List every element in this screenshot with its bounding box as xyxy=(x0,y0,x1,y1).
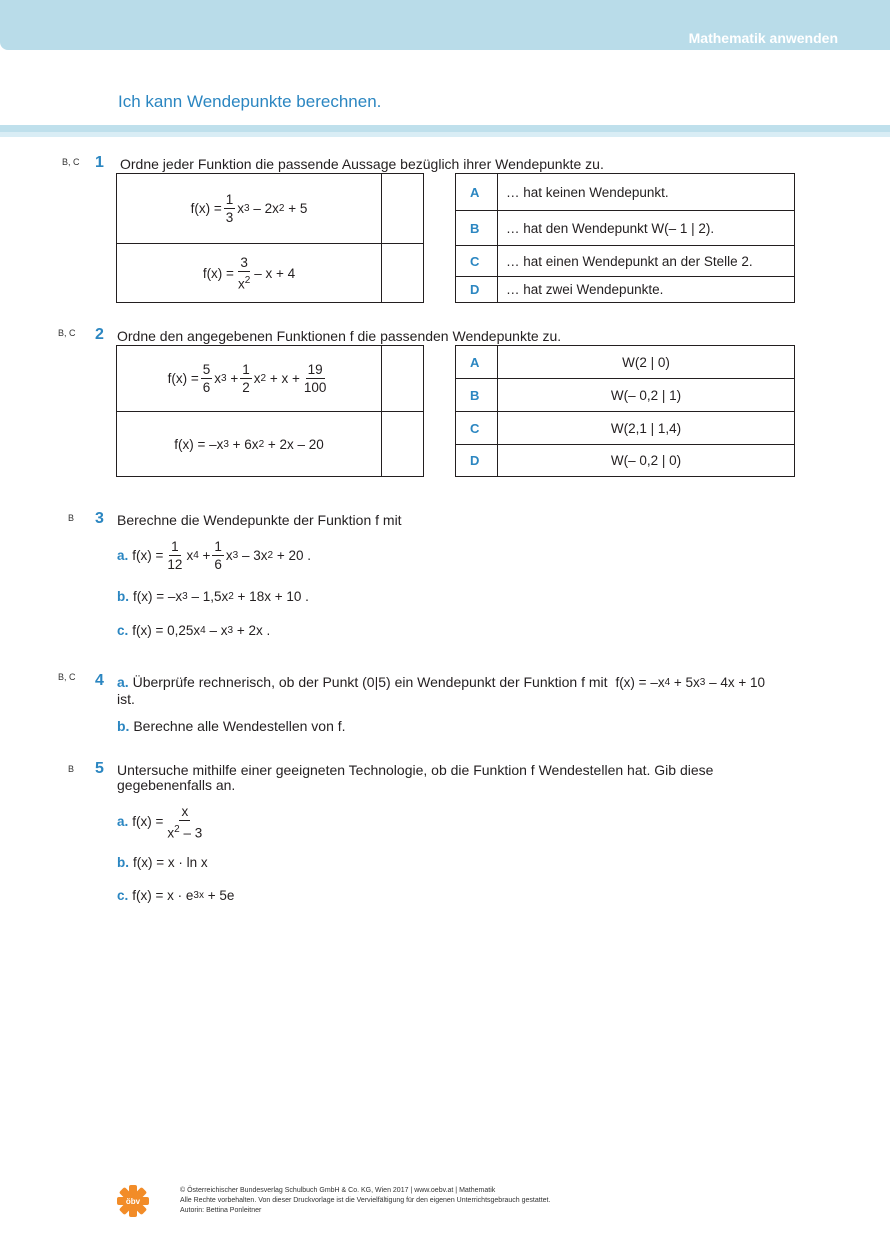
ex4-a-label: a. xyxy=(117,674,129,690)
footer-author: Autorin: Bettina Ponleitner xyxy=(180,1207,262,1214)
footer-copyright: © Österreichischer Bundesverlag Schulbuch GmbH & Co. KG, Wien 2017 | www.oebv.at | Mathematik xyxy=(180,1187,496,1194)
ex1-number: 1 xyxy=(95,154,104,171)
ex2-number: 2 xyxy=(95,326,104,343)
ex5-prompt-line2: gegebenenfalls an. xyxy=(117,777,236,793)
ex2-function-table xyxy=(116,345,424,477)
footer xyxy=(180,1186,550,1216)
ex1-function-1: f(x) = 1 3 x 3 – 2x 2 + 5 xyxy=(117,174,382,244)
ex3-level: B xyxy=(68,513,75,523)
ex2-prompt: Ordne den angegebenen Funktionen f die passenden Wendepunkte zu. xyxy=(117,328,562,344)
divider-band xyxy=(0,125,890,132)
ex1-level: B, C xyxy=(62,157,80,167)
ex2-option-letter: A xyxy=(456,346,498,379)
ex1-options-table xyxy=(455,173,795,303)
ex4-number: 4 xyxy=(95,672,104,689)
ex1-option-text: … hat zwei Wendepunkte. xyxy=(498,277,795,303)
ex2-option-text: W(– 0,2 | 0) xyxy=(498,445,795,477)
ex3-number: 3 xyxy=(95,510,104,527)
ex4-a-end: ist. xyxy=(117,691,135,707)
ex2-option-letter: C xyxy=(456,412,498,445)
ex3-item-a: a. f(x) = 1 12 x 4 + 1 6 x 3 – 3x 2 + 20 . xyxy=(117,539,311,572)
ex2-options-table xyxy=(455,345,795,477)
ex2-answer-box-1[interactable] xyxy=(382,346,424,412)
ex1-function-2: f(x) = 3 $x^2$ – x + 4 xyxy=(117,244,382,303)
ex4-b-text: Berechne alle Wendestellen von f. xyxy=(133,718,346,734)
ex3-item-c: c. f(x) = 0,25x 4 – x 3 + 2x . xyxy=(117,623,271,638)
ex1-prompt: Ordne jeder Funktion die passende Aussage bezüglich ihrer Wendepunkte zu. xyxy=(120,156,604,172)
ex5-level: B xyxy=(68,764,75,774)
ex4-item-a: a. Überprüfe rechnerisch, ob der Punkt (0|5) ein Wendepunkt der Funktion f mit f(x) = –x 4 + 5x 3 – 4x + 10 xyxy=(117,674,766,690)
ex3-item-b: b. f(x) = –x 3 – 1,5x 2 + 18x + 10 . xyxy=(117,589,309,604)
ex2-function-2: f(x) = –x 3 + 6x 2 + 2x – 20 xyxy=(117,412,382,477)
ex2-option-letter: B xyxy=(456,379,498,412)
ex2-option-letter: D xyxy=(456,445,498,477)
ex2-option-text: W(2 | 0) xyxy=(498,346,795,379)
ex1-answer-box-2[interactable] xyxy=(382,244,424,303)
ex2-level: B, C xyxy=(58,328,76,338)
ex5-a-label: a. xyxy=(117,814,129,830)
ex5-item-b: b. f(x) = x · ln x xyxy=(117,855,208,870)
ex5-number: 5 xyxy=(95,760,104,777)
section-title: Mathematik anwenden xyxy=(688,30,838,46)
ex1-option-text: … hat keinen Wendepunkt. xyxy=(498,174,795,211)
ex1-option-letter: B xyxy=(456,211,498,246)
ex1-answer-box-1[interactable] xyxy=(382,174,424,244)
footer-rights: Alle Rechte vorbehalten. Von dieser Druckvorlage ist die Vervielfältigung für den eigenen Unterrichtsgebrauch gestattet. xyxy=(180,1197,551,1204)
ex4-a-text: Überprüfe rechnerisch, ob der Punkt (0|5) ein Wendepunkt der Funktion f mit xyxy=(132,674,608,690)
ex1-option-text: … hat einen Wendepunkt an der Stelle 2. xyxy=(498,246,795,277)
ex5-item-a: a. f(x) = x $x^2 - 3$ xyxy=(117,804,203,841)
ex5-c-label: c. xyxy=(117,888,129,903)
ex1-option-letter: A xyxy=(456,174,498,211)
ex1-option-letter: D xyxy=(456,277,498,303)
ex2-answer-box-2[interactable] xyxy=(382,412,424,477)
logo-text: öbv xyxy=(125,1197,141,1206)
ex4-level: B, C xyxy=(58,672,76,682)
ex2-function-1: f(x) = 5 6 x 3 + 1 2 x 2 + x + 19 100 xyxy=(117,346,382,412)
ex5-item-c: c. f(x) = x · e 3x + 5e xyxy=(117,888,235,903)
ex5-b-label: b. xyxy=(117,855,129,870)
ex3-b-label: b. xyxy=(117,589,129,604)
ex2-option-text: W(2,1 | 1,4) xyxy=(498,412,795,445)
ex1-function-table xyxy=(116,173,424,303)
obv-logo-icon xyxy=(116,1184,150,1218)
ex1-option-letter: C xyxy=(456,246,498,277)
ex2-option-text: W(– 0,2 | 1) xyxy=(498,379,795,412)
ex3-c-label: c. xyxy=(117,623,129,638)
header-band xyxy=(0,0,890,50)
ex5-prompt-line1: Untersuche mithilfe einer geeigneten Technologie, ob die Funktion f Wendestellen hat. Gib diese xyxy=(117,762,714,778)
ex3-a-label: a. xyxy=(117,547,129,563)
ex4-item-b xyxy=(117,718,346,734)
divider-band-light xyxy=(0,132,890,137)
ex3-prompt: Berechne die Wendepunkte der Funktion f mit xyxy=(117,512,402,528)
page-title: Ich kann Wendepunkte berechnen. xyxy=(118,92,382,111)
ex4-b-label: b. xyxy=(117,718,130,734)
ex1-option-text: … hat den Wendepunkt W(– 1 | 2). xyxy=(498,211,795,246)
